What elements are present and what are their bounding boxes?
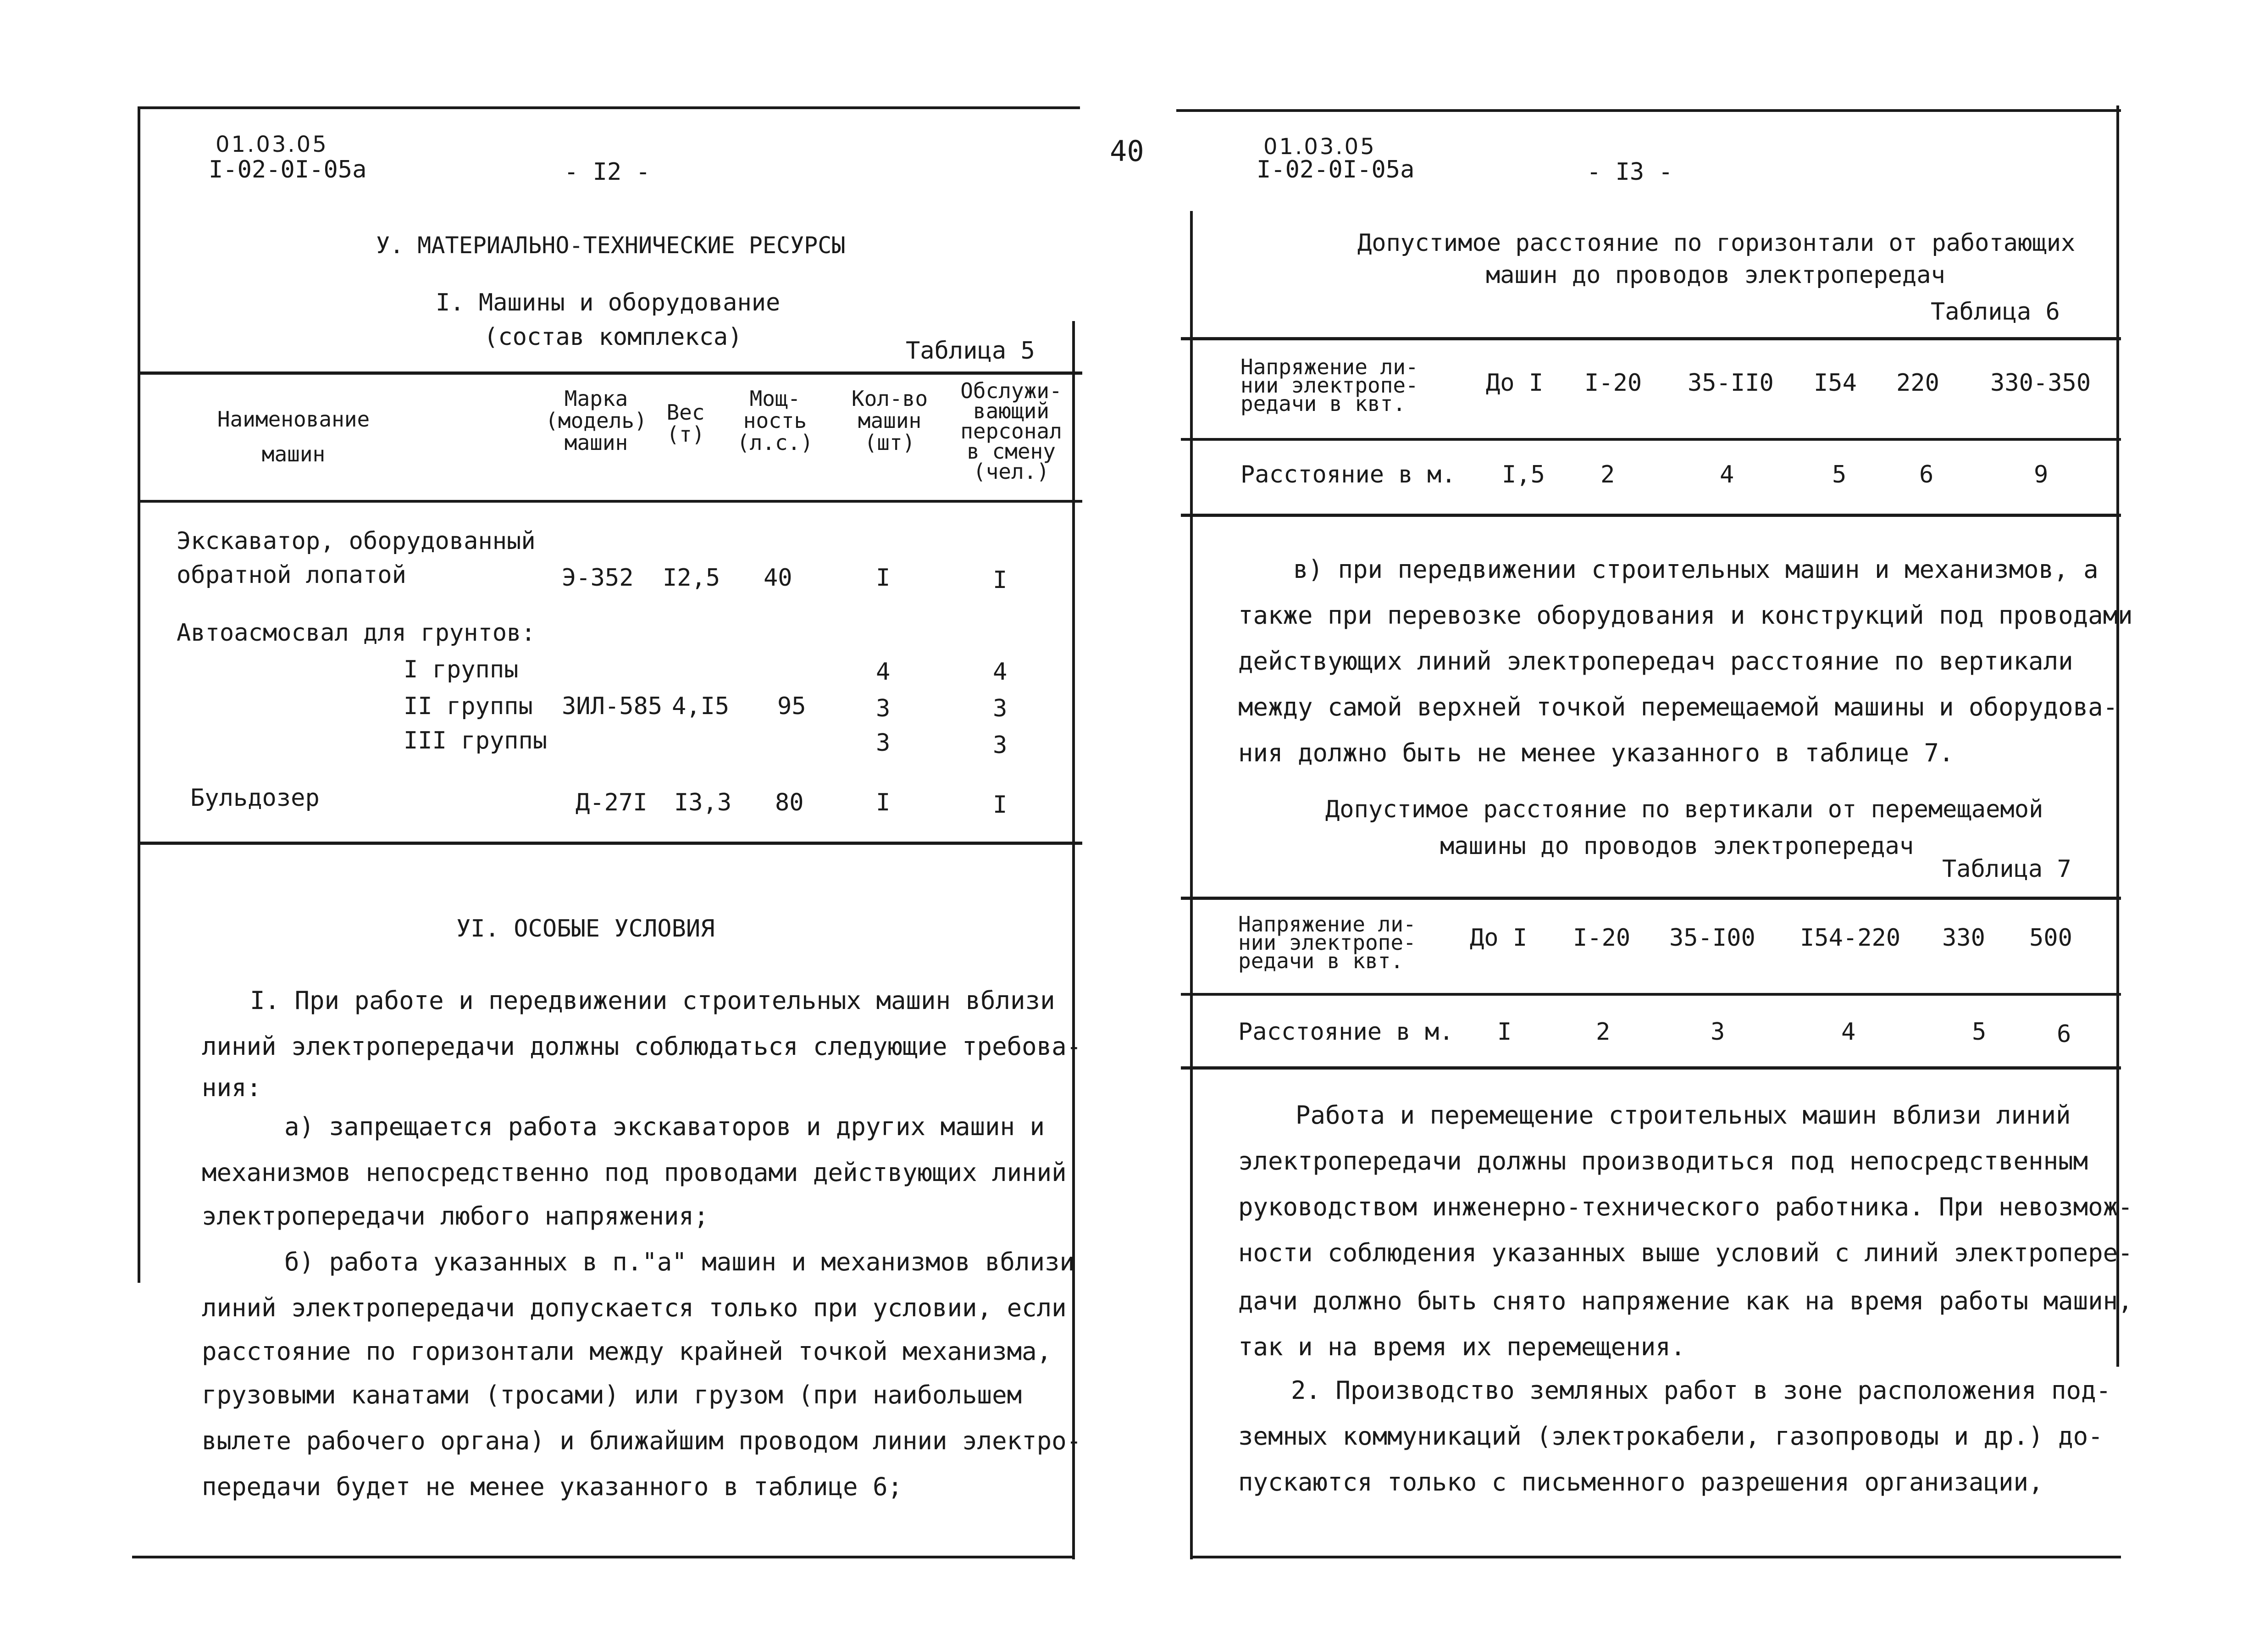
table7-distance: 3 xyxy=(1711,1018,1725,1046)
paragraph-line: электропередачи любого напряжения; xyxy=(202,1202,709,1231)
paragraph-line: ния: xyxy=(202,1073,262,1102)
page-no: - I3 - xyxy=(1587,158,1673,186)
label-line: редачи в квт. xyxy=(1240,391,1406,416)
subsection-title: I. Машины и оборудование xyxy=(436,289,781,316)
paragraph-line: вылете рабочего органа) и ближайшим проводом линии электро- xyxy=(202,1426,1082,1455)
table7-voltage-label xyxy=(1238,912,1416,973)
paragraph-line: линий электропередачи допускается только при условии, если xyxy=(202,1293,1067,1322)
table6-bottom-rule xyxy=(1181,514,2121,517)
table6-label: Таблица 6 xyxy=(1931,298,2060,326)
right-frame-left xyxy=(1190,211,1193,1559)
table5-bottom-rule xyxy=(138,842,1082,845)
row-power: 80 xyxy=(775,789,804,816)
paragraph-line: между самой верхней точкой перемещаемой машины и оборудова- xyxy=(1238,693,2118,721)
handwritten-date: 01.03.05 xyxy=(1263,134,1376,160)
paragraph-line: передачи будет не менее указанного в таблице 6; xyxy=(202,1472,903,1501)
paragraph-line: грузовыми канатами (тросами) или грузом (при наибольшем xyxy=(202,1380,1022,1409)
table-row: Бульдозер xyxy=(190,784,320,812)
paragraph-line: I. При работе и передвижении строительных машин вблизи xyxy=(250,986,1055,1015)
page-no: - I2 - xyxy=(564,158,650,186)
header-name xyxy=(206,408,381,465)
row-power: 40 xyxy=(764,564,792,592)
header-name-line: Наименование xyxy=(217,407,370,432)
header-staff-line: персонал xyxy=(960,419,1062,443)
row-staff: I xyxy=(993,566,1008,594)
paragraph-line: расстояние по горизонтали между крайней точкой механизма, xyxy=(202,1337,1052,1366)
left-frame-left xyxy=(138,106,140,1283)
row-staff: I xyxy=(993,791,1008,819)
row-staff: 3 xyxy=(993,732,1008,759)
table7-distance: I xyxy=(1497,1018,1512,1046)
header-model-line: (модель) xyxy=(545,408,647,433)
header-name-line: машин xyxy=(261,442,326,466)
header-count-line: машин xyxy=(858,408,922,433)
label-line: нии электропе- xyxy=(1240,373,1418,398)
section2-title: УI. ОСОБЫЕ УСЛОВИЯ xyxy=(456,915,715,942)
table5-header-rule xyxy=(138,500,1082,503)
label-line: нии электропе- xyxy=(1238,930,1416,955)
label-line: Напряжение ли- xyxy=(1240,355,1418,379)
left-frame-right xyxy=(1072,321,1075,1559)
header-weight-line: Вес xyxy=(666,400,705,425)
paragraph-line: ния должно быть не менее указанного в таблице 7. xyxy=(1238,738,1954,767)
table6-voltage: I-20 xyxy=(1584,369,1642,397)
right-frame-right xyxy=(2116,105,2119,1367)
table6-voltage: I54 xyxy=(1814,369,1857,397)
table7-voltage: I54-220 xyxy=(1800,924,1901,952)
table7-caption: Допустимое расстояние по вертикали от перемещаемой xyxy=(1325,796,2043,823)
row-name: обратной лопатой xyxy=(177,561,406,589)
row-name: Экскаватор, оборудованный xyxy=(177,527,536,555)
row-count: I xyxy=(876,564,891,592)
subsection-note: (состав комплекса) xyxy=(484,323,742,351)
label-line: редачи в квт. xyxy=(1238,948,1404,973)
table7-distance: 2 xyxy=(1596,1018,1611,1046)
table7-voltage: 330 xyxy=(1942,924,1985,952)
table6-voltage: 220 xyxy=(1896,369,1939,397)
row-staff: 3 xyxy=(993,695,1008,722)
right-frame-top xyxy=(1176,109,2121,112)
header-power xyxy=(725,388,825,454)
table6-mid-rule xyxy=(1181,438,2121,441)
table6-voltage: До I xyxy=(1486,369,1544,397)
table6-voltage: 35-II0 xyxy=(1688,369,1774,397)
header-staff xyxy=(945,378,1078,484)
header-count-line: (шт) xyxy=(864,430,915,455)
paragraph-line: в) при передвижении строительных машин и механизмов, а xyxy=(1293,555,2099,584)
table7-distance: 6 xyxy=(2057,1020,2071,1048)
doc-code: I-02-0I-05a xyxy=(209,156,367,183)
header-power-line: ность xyxy=(743,408,807,433)
row-weight: I3,3 xyxy=(674,789,732,816)
row-count: 4 xyxy=(876,658,891,686)
table7-distance: 4 xyxy=(1841,1018,1856,1046)
paragraph-line: руководством инженерно-технического работника. При невозмож- xyxy=(1238,1192,2133,1221)
table7-caption: машины до проводов электропередач xyxy=(1440,832,1914,860)
paragraph-line: линий электропередачи должны соблюдаться следующие требова- xyxy=(202,1032,1082,1061)
row-name: I группы xyxy=(404,656,519,683)
paragraph-line: механизмов непосредственно под проводами действующих линий xyxy=(202,1158,1067,1187)
header-model xyxy=(537,388,656,454)
header-weight-line: (т) xyxy=(666,422,705,447)
table7-distance-label: Расстояние в м. xyxy=(1238,1018,1454,1046)
table7-distance: 5 xyxy=(1972,1018,1987,1046)
table6-voltage-label xyxy=(1240,355,1418,416)
row-count: I xyxy=(876,789,891,816)
table6-distance: I,5 xyxy=(1502,461,1545,488)
paragraph-line: 2. Производство земляных работ в зоне расположения под- xyxy=(1291,1376,2111,1405)
paragraph-line: б) работа указанных в п."а" машин и механизмов вблизи xyxy=(284,1247,1075,1276)
header-weight xyxy=(660,401,711,445)
paragraph-line: а) запрещается работа экскаваторов и других машин и xyxy=(284,1112,1045,1141)
row-count: 3 xyxy=(876,729,891,757)
label-line: Напряжение ли- xyxy=(1238,912,1416,937)
row-staff: 4 xyxy=(993,658,1008,686)
paragraph-line: также при перевозке оборудования и конструкций под проводами xyxy=(1238,601,2133,630)
paragraph-line: дачи должно быть снято напряжение как на время работы машин, xyxy=(1238,1286,2133,1315)
table7-voltage: До I xyxy=(1470,924,1528,952)
doc-code: I-02-0I-05a xyxy=(1257,156,1415,183)
row-model: ЗИЛ-585 xyxy=(562,693,663,720)
header-staff-line: (чел.) xyxy=(973,459,1050,484)
paragraph-line: действующих линий электропередач расстояние по вертикали xyxy=(1238,647,2073,676)
table6-distance: 6 xyxy=(1919,461,1934,488)
table6-distance: 4 xyxy=(1720,461,1734,488)
row-name: III группы xyxy=(404,727,548,754)
table6-distance: 9 xyxy=(2034,461,2049,488)
header-count-line: Кол-во xyxy=(851,386,928,411)
header-count xyxy=(839,388,940,454)
section-title: У. МАТЕРИАЛЬНО-ТЕХНИЧЕСКИЕ РЕСУРСЫ xyxy=(376,232,846,259)
header-staff-line: в смену xyxy=(967,439,1056,464)
left-frame-top xyxy=(138,106,1080,109)
paragraph-line: пускаются только с письменного разрешения организации, xyxy=(1238,1468,2043,1497)
row-count: 3 xyxy=(876,695,891,722)
header-model-line: машин xyxy=(564,430,628,455)
right-frame-bottom xyxy=(1190,1556,2121,1558)
header-power-line: Мощ- xyxy=(749,386,801,411)
table6-distance-label: Расстояние в м. xyxy=(1240,461,1456,488)
table7-mid-rule xyxy=(1181,993,2121,996)
header-staff-line: Обслужи- xyxy=(960,378,1062,403)
row-model: Э-352 xyxy=(562,564,634,592)
table7-voltage: 500 xyxy=(2029,924,2072,952)
table7-label: Таблица 7 xyxy=(1942,855,2071,883)
table-row xyxy=(177,527,536,589)
table6-caption: Допустимое расстояние по горизонтали от работающих xyxy=(1357,229,2076,257)
sheet-page-number: 40 xyxy=(1110,134,1144,168)
table6-top-rule xyxy=(1181,337,2121,340)
row-weight: I2,5 xyxy=(663,564,720,592)
table-row: Автоасмосвал для грунтов: xyxy=(177,619,536,647)
header-staff-line: вающий xyxy=(973,399,1050,423)
row-model: Д-27I xyxy=(576,789,648,816)
table6-voltage: 330-350 xyxy=(1990,369,2091,397)
table6-caption: машин до проводов электропередач xyxy=(1486,261,1945,289)
header-power-line: (л.с.) xyxy=(736,430,814,455)
paragraph-line: Работа и перемещение строительных машин вблизи линий xyxy=(1296,1101,2071,1130)
header-model-line: Марка xyxy=(564,386,628,411)
table5-label: Таблица 5 xyxy=(906,337,1035,365)
table6-distance: 5 xyxy=(1832,461,1847,488)
row-power: 95 xyxy=(777,693,806,720)
handwritten-date: 01.03.05 xyxy=(216,132,328,157)
table5-top-rule xyxy=(138,371,1082,375)
paragraph-line: земных коммуникаций (электрокабели, газопроводы и др.) до- xyxy=(1238,1422,2103,1451)
table7-bottom-rule xyxy=(1181,1066,2121,1070)
paragraph-line: электропередачи должны производиться под непосредственным xyxy=(1238,1147,2088,1175)
table7-top-rule xyxy=(1181,897,2121,900)
left-frame-bottom xyxy=(132,1556,1075,1558)
paragraph-line: так и на время их перемещения. xyxy=(1238,1332,1686,1361)
table6-distance: 2 xyxy=(1600,461,1615,488)
table7-voltage: 35-I00 xyxy=(1669,924,1755,952)
row-name: II группы xyxy=(404,693,533,720)
row-weight: 4,I5 xyxy=(672,693,730,720)
paragraph-line: ности соблюдения указанных выше условий с линий электропере- xyxy=(1238,1238,2133,1267)
table7-voltage: I-20 xyxy=(1573,924,1631,952)
